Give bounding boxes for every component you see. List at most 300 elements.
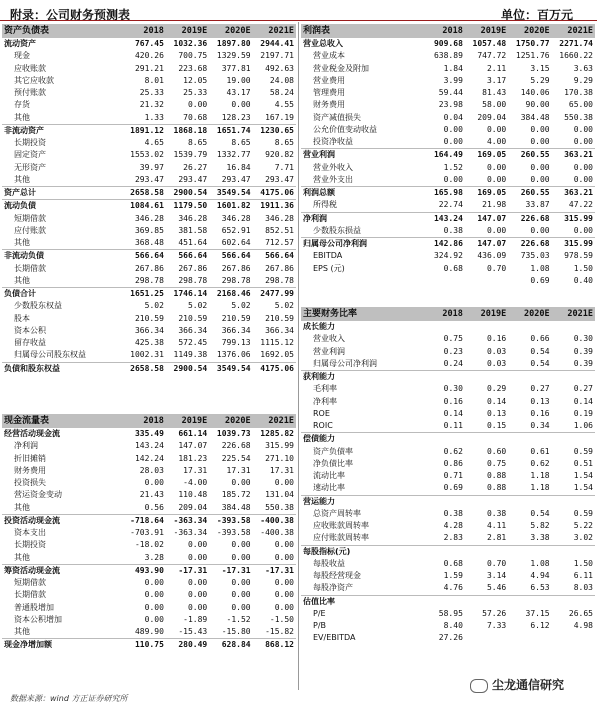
row-label: 资本支出 <box>14 528 46 538</box>
value-cell: 169.05 <box>465 187 508 200</box>
value-cell: 3549.54 <box>209 362 252 375</box>
value-cell: 566.64 <box>209 250 252 263</box>
wechat-icon <box>470 679 488 693</box>
value-cell: 6.12 <box>530 621 550 631</box>
value-cell <box>508 595 551 608</box>
table-row <box>2 99 296 111</box>
value-cell: 852.51 <box>265 225 294 235</box>
value-cell: 0.14 <box>486 396 507 406</box>
income-panel <box>301 24 595 287</box>
table-row <box>301 275 595 287</box>
value-cell: 110.75 <box>123 639 166 652</box>
value-cell: 0.00 <box>486 225 507 235</box>
value-cell: -363.34 <box>173 528 208 538</box>
table-row <box>301 482 595 495</box>
title-text: 附录：公司财务预测表 <box>10 8 131 22</box>
ratios-header-cell: 2021E <box>552 307 595 321</box>
cashflow-header-cell: 2019E <box>166 414 209 428</box>
value-cell: 0.15 <box>486 421 507 431</box>
value-cell: 165.98 <box>422 187 465 200</box>
value-cell: 0.62 <box>443 446 463 456</box>
row-label: 每股收益 <box>313 558 345 568</box>
value-cell: -15.82 <box>265 627 294 637</box>
value-cell: 57.26 <box>482 608 507 618</box>
table-row <box>2 527 296 539</box>
value-cell: 65.00 <box>568 100 593 110</box>
row-label: 少数股东权益 <box>14 301 62 311</box>
value-cell: 17.31 <box>183 465 208 475</box>
row-label: 偿债能力 <box>301 433 422 446</box>
value-cell: 652.91 <box>221 225 251 235</box>
value-cell: 978.59 <box>564 251 593 261</box>
value-cell: 315.99 <box>552 212 595 225</box>
value-cell: 0.14 <box>443 408 463 418</box>
table-row <box>301 225 595 238</box>
value-cell: 143.24 <box>422 212 465 225</box>
balance-header-cell: 2018 <box>123 24 166 38</box>
value-cell: 2.81 <box>486 533 507 543</box>
table-row <box>301 371 595 384</box>
value-cell: 1285.82 <box>260 429 294 439</box>
value-cell: 0.00 <box>486 124 507 134</box>
row-label: 总资产周转率 <box>313 508 361 518</box>
row-label: 每股净资产 <box>313 583 353 593</box>
value-cell: 346.28 <box>221 213 251 223</box>
row-label: 其他 <box>14 502 30 512</box>
value-cell: 0.59 <box>573 508 593 518</box>
ratios-header-cell: 主要财务比率 <box>301 307 422 321</box>
value-cell: 142.86 <box>422 238 465 251</box>
value-cell <box>465 495 508 508</box>
value-cell: 0.39 <box>573 358 593 368</box>
table-row <box>301 545 595 558</box>
value-cell: 147.07 <box>178 441 208 451</box>
value-cell: 8.40 <box>443 621 463 631</box>
table-row <box>2 87 296 99</box>
row-label: 营业税金及附加 <box>313 63 369 73</box>
table-row <box>301 520 595 532</box>
row-label: 归属母公司净利润 <box>301 238 422 251</box>
value-cell: 0.00 <box>530 162 550 172</box>
value-cell: 420.26 <box>134 51 164 61</box>
value-cell: 381.58 <box>178 225 208 235</box>
value-cell: 17.31 <box>269 465 294 475</box>
value-cell: 0.70 <box>486 558 507 568</box>
value-cell: 0.00 <box>274 552 294 562</box>
value-cell: 58.00 <box>482 100 507 110</box>
value-cell: 4175.06 <box>253 362 296 375</box>
row-label: 净利润 <box>14 441 38 451</box>
row-label: 财务费用 <box>14 465 46 475</box>
value-cell: 4.98 <box>573 621 593 631</box>
value-cell: 0.00 <box>530 137 550 147</box>
source-footnote: 数据来源：wind 方正证券研究所 <box>10 694 128 703</box>
title-rule <box>0 20 597 21</box>
value-cell: 315.99 <box>552 238 595 251</box>
value-cell: 0.00 <box>443 137 463 147</box>
value-cell: 3.63 <box>573 63 593 73</box>
value-cell: -4.00 <box>183 478 208 488</box>
table-row <box>301 250 595 262</box>
value-cell: 384.48 <box>221 502 251 512</box>
row-label: 利润总额 <box>301 187 422 200</box>
value-cell: 1251.76 <box>515 51 550 61</box>
value-cell: 2658.58 <box>123 362 166 375</box>
table-row <box>301 87 595 99</box>
table-row <box>301 162 595 174</box>
table-row <box>2 313 296 325</box>
value-cell: 1329.59 <box>216 51 251 61</box>
value-cell: -393.58 <box>216 528 251 538</box>
value-cell <box>422 495 465 508</box>
row-label: 负债合计 <box>2 288 123 301</box>
value-cell: 1750.77 <box>515 39 550 49</box>
value-cell: 167.19 <box>265 112 294 122</box>
value-cell: 363.21 <box>552 149 595 162</box>
table-row <box>301 570 595 582</box>
row-label: 股本 <box>14 313 30 323</box>
table-row <box>301 321 595 333</box>
value-cell: 0.54 <box>530 358 550 368</box>
value-cell: 0.00 <box>274 602 294 612</box>
value-cell: -400.38 <box>253 514 296 527</box>
value-cell: 90.00 <box>525 100 550 110</box>
balance-header-cell: 2019E <box>166 24 209 38</box>
value-cell: 1.33 <box>144 112 164 122</box>
table-row <box>2 225 296 237</box>
value-cell: 366.34 <box>265 325 294 335</box>
row-label: 其他 <box>14 112 30 122</box>
value-cell: -17.31 <box>253 564 296 577</box>
value-cell: 0.00 <box>144 590 164 600</box>
value-cell: 6.11 <box>573 571 593 581</box>
value-cell: -703.91 <box>130 528 164 538</box>
value-cell: 37.15 <box>525 608 550 618</box>
value-cell: 0.88 <box>486 471 507 481</box>
value-cell: 0.00 <box>231 540 251 550</box>
value-cell: 298.78 <box>221 275 251 285</box>
row-label: EV/EBITDA <box>313 633 356 643</box>
value-cell: 1891.12 <box>123 124 166 137</box>
table-row <box>2 149 296 161</box>
row-label: 长期借款 <box>14 590 46 600</box>
row-label: 投资活动现金流 <box>2 514 123 527</box>
value-cell: 5.46 <box>486 583 507 593</box>
value-cell: 1.59 <box>443 571 463 581</box>
value-cell: 1.52 <box>443 162 463 172</box>
value-cell: 293.47 <box>134 174 164 184</box>
ratios-panel <box>301 307 595 645</box>
value-cell: 566.64 <box>166 250 209 263</box>
table-row <box>301 582 595 595</box>
value-cell: 492.63 <box>265 63 294 73</box>
table-row <box>2 428 296 440</box>
value-cell: 0.61 <box>530 446 550 456</box>
value-cell: 209.04 <box>178 502 208 512</box>
value-cell: 0.60 <box>486 446 507 456</box>
value-cell: 267.86 <box>134 263 164 273</box>
value-cell: 1539.79 <box>173 150 208 160</box>
balance-sheet-table <box>2 24 296 375</box>
value-cell: 260.55 <box>508 187 551 200</box>
table-row <box>301 420 595 433</box>
value-cell: 0.00 <box>573 137 593 147</box>
row-label: 现金净增加额 <box>2 639 123 652</box>
table-row <box>301 136 595 149</box>
value-cell: 0.38 <box>443 508 463 518</box>
value-cell: 335.49 <box>134 429 164 439</box>
table-row <box>2 502 296 515</box>
value-cell: 70.68 <box>183 112 208 122</box>
value-cell: 735.03 <box>520 251 550 261</box>
table-row <box>2 477 296 489</box>
table-row <box>2 552 296 565</box>
value-cell: 0.40 <box>573 275 593 285</box>
value-cell: 59.44 <box>438 88 463 98</box>
value-cell: 210.59 <box>221 313 251 323</box>
value-cell: 19.00 <box>226 75 251 85</box>
row-label: 资本公积 <box>14 325 46 335</box>
value-cell: 43.17 <box>226 88 251 98</box>
row-label: 其他 <box>14 238 30 248</box>
value-cell: 0.00 <box>573 162 593 172</box>
value-cell: 1.54 <box>573 483 593 493</box>
watermark <box>470 676 564 693</box>
value-cell: 8.65 <box>231 138 251 148</box>
value-cell <box>508 545 551 558</box>
value-cell: 346.28 <box>178 213 208 223</box>
value-cell: 0.11 <box>443 421 463 431</box>
row-label: 毛利率 <box>313 384 337 394</box>
row-label: 营运资金变动 <box>14 490 62 500</box>
value-cell: 0.16 <box>443 396 463 406</box>
table-row <box>2 288 296 301</box>
row-label: 其他 <box>14 552 30 562</box>
value-cell: 164.49 <box>422 149 465 162</box>
value-cell: 0.62 <box>530 458 550 468</box>
row-label: 每股经营现金 <box>313 571 361 581</box>
watermark-text: 尘龙通信研究 <box>492 678 565 692</box>
cashflow-table <box>2 414 296 652</box>
value-cell: 3.99 <box>443 75 463 85</box>
table-row <box>2 63 296 75</box>
value-cell: 1149.38 <box>173 350 208 360</box>
value-cell: 0.54 <box>530 508 550 518</box>
value-cell: -1.89 <box>183 614 208 624</box>
value-cell: 81.43 <box>482 88 507 98</box>
value-cell: 0.24 <box>443 358 463 368</box>
table-row <box>2 200 296 213</box>
row-label: 留存收益 <box>14 338 46 348</box>
value-cell: 4.55 <box>274 100 294 110</box>
value-cell: 1.50 <box>573 558 593 568</box>
row-label: 营运能力 <box>301 495 422 508</box>
value-cell: 0.68 <box>443 263 463 273</box>
row-label: 应收账款 <box>14 63 46 73</box>
table-row <box>301 346 595 358</box>
value-cell: 1057.48 <box>472 39 507 49</box>
value-cell: 366.34 <box>134 325 164 335</box>
value-cell: 5.02 <box>274 301 294 311</box>
value-cell: 210.59 <box>178 313 208 323</box>
table-row <box>2 112 296 125</box>
value-cell: 6.53 <box>530 583 550 593</box>
value-cell: 2900.54 <box>166 187 209 200</box>
value-cell <box>552 495 595 508</box>
row-label: 管理费用 <box>313 88 345 98</box>
value-cell: 142.24 <box>134 453 164 463</box>
value-cell: 1376.06 <box>216 350 251 360</box>
value-cell: 0.54 <box>530 346 550 356</box>
value-cell: 39.97 <box>139 162 164 172</box>
table-row <box>2 300 296 312</box>
value-cell: 181.23 <box>178 453 208 463</box>
value-cell: 5.02 <box>231 301 251 311</box>
value-cell: 271.10 <box>265 453 294 463</box>
table-row <box>301 358 595 371</box>
value-cell: 1.08 <box>530 558 550 568</box>
ratios-header-row <box>301 307 595 321</box>
table-row <box>2 564 296 577</box>
value-cell <box>552 321 595 333</box>
row-label: 预付账款 <box>14 88 46 98</box>
row-label: 营业总收入 <box>303 39 343 49</box>
value-cell: 550.38 <box>265 502 294 512</box>
value-cell: 566.64 <box>123 250 166 263</box>
value-cell <box>465 275 508 287</box>
row-label: 其他 <box>14 275 30 285</box>
value-cell: 0.56 <box>144 502 164 512</box>
row-label: 获利能力 <box>301 371 422 384</box>
value-cell: 226.68 <box>221 441 251 451</box>
value-cell: 0.69 <box>443 483 463 493</box>
value-cell: 0.68 <box>443 558 463 568</box>
row-label: P/E <box>313 608 326 618</box>
value-cell: 267.86 <box>178 263 208 273</box>
table-row <box>2 440 296 452</box>
value-cell: 346.28 <box>134 213 164 223</box>
value-cell <box>552 371 595 384</box>
value-cell: 0.59 <box>573 446 593 456</box>
value-cell: 566.64 <box>253 250 296 263</box>
value-cell: 346.28 <box>265 213 294 223</box>
table-row <box>301 75 595 87</box>
value-cell: 0.16 <box>530 408 550 418</box>
value-cell: 0.71 <box>443 471 463 481</box>
table-row <box>301 199 595 212</box>
value-cell: 0.00 <box>443 174 463 184</box>
value-cell: 3.38 <box>530 533 550 543</box>
value-cell: 223.68 <box>178 63 208 73</box>
table-row <box>2 275 296 288</box>
value-cell: 170.38 <box>564 88 593 98</box>
value-cell: 1032.36 <box>173 39 208 49</box>
value-cell: -1.52 <box>226 614 251 624</box>
value-cell: 0.66 <box>530 334 550 344</box>
value-cell: 0.30 <box>443 384 463 394</box>
value-cell: 602.64 <box>221 238 251 248</box>
table-row <box>2 213 296 225</box>
value-cell: 920.82 <box>265 150 294 160</box>
cashflow-panel <box>2 414 296 652</box>
unit-label: 单位：百万元 <box>500 8 573 22</box>
value-cell: 0.14 <box>573 396 593 406</box>
value-cell: -400.38 <box>260 528 294 538</box>
balance-header-cell: 资产负债表 <box>2 24 123 38</box>
value-cell: 1692.05 <box>260 350 294 360</box>
value-cell: 131.04 <box>265 490 294 500</box>
value-cell: 1.18 <box>530 471 550 481</box>
value-cell: 0.27 <box>573 384 593 394</box>
value-cell: 909.68 <box>433 39 463 49</box>
balance-header-cell: 2020E <box>209 24 252 38</box>
row-label: 资本公积增加 <box>14 614 62 624</box>
value-cell: 0.38 <box>443 225 463 235</box>
value-cell: 0.38 <box>486 508 507 518</box>
value-cell: 767.45 <box>134 39 164 49</box>
table-row <box>2 465 296 477</box>
value-cell: 0.00 <box>573 124 593 134</box>
table-row <box>2 337 296 349</box>
value-cell <box>508 321 551 333</box>
table-row <box>301 470 595 482</box>
table-row <box>301 620 595 632</box>
value-cell: 369.85 <box>134 225 164 235</box>
row-label: 其它应收款 <box>14 75 54 85</box>
row-label: ROE <box>313 408 330 418</box>
value-cell: 0.88 <box>486 483 507 493</box>
value-cell: 169.05 <box>465 149 508 162</box>
value-cell: 0.00 <box>231 578 251 588</box>
value-cell <box>465 595 508 608</box>
value-cell: 0.39 <box>573 346 593 356</box>
balance-header-row <box>2 24 296 38</box>
value-cell: 1.08 <box>530 263 550 273</box>
income-header-cell: 2019E <box>465 24 508 38</box>
table-row <box>301 532 595 545</box>
value-cell: 1039.73 <box>216 429 251 439</box>
value-cell: 2271.74 <box>559 39 593 49</box>
value-cell: 58.24 <box>269 88 294 98</box>
value-cell: 1746.14 <box>166 288 209 301</box>
value-cell: 25.33 <box>183 88 208 98</box>
value-cell: 28.03 <box>139 465 164 475</box>
value-cell: 315.99 <box>265 441 294 451</box>
value-cell: 2.11 <box>486 63 507 73</box>
value-cell: 3.17 <box>486 75 507 85</box>
table-row <box>2 325 296 337</box>
value-cell: 0.34 <box>530 421 550 431</box>
table-row <box>301 558 595 570</box>
row-label: 资产总计 <box>2 187 123 200</box>
value-cell <box>465 321 508 333</box>
table-row <box>2 514 296 527</box>
row-label: 流动负债 <box>2 200 123 213</box>
value-cell: 47.22 <box>568 200 593 210</box>
value-cell: 58.95 <box>438 608 463 618</box>
value-cell: 298.78 <box>265 275 294 285</box>
row-label: 固定资产 <box>14 150 46 160</box>
table-row <box>2 626 296 639</box>
income-table <box>301 24 595 287</box>
value-cell: 0.75 <box>443 334 463 344</box>
row-label: 非流动资产 <box>2 124 123 137</box>
value-cell: 260.55 <box>508 149 551 162</box>
table-row <box>2 162 296 174</box>
row-label: 经营活动现金流 <box>4 429 60 439</box>
value-cell: 0.00 <box>144 478 164 488</box>
column-divider <box>298 22 299 690</box>
